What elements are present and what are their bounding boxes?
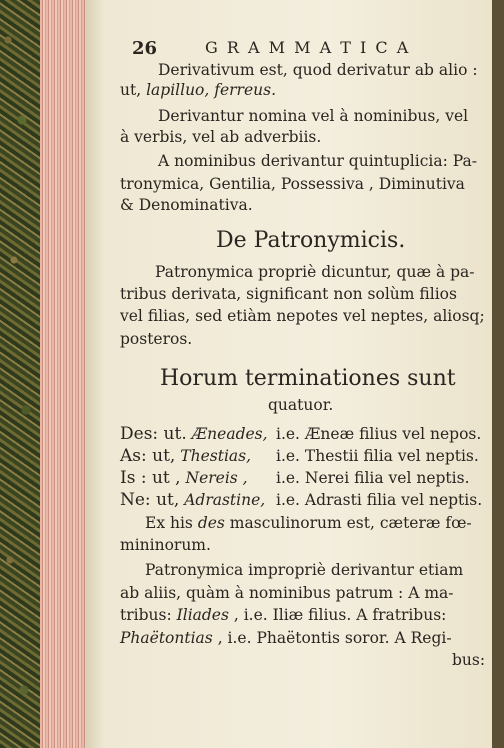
- ending-row: [120, 446, 479, 466]
- ending-term: Is : ut ,: [120, 468, 181, 488]
- ending-example: Adrastine,: [184, 491, 266, 509]
- text-line: [145, 513, 472, 533]
- running-title: G R A M M A T I C A: [205, 38, 411, 57]
- page-number: 26: [132, 38, 158, 59]
- example-word: lapilluo, ferreus.: [146, 81, 277, 99]
- text-span: Ex his: [145, 514, 198, 532]
- text-line: & Denominativa.: [120, 196, 253, 214]
- text-span: tribus:: [120, 606, 177, 624]
- text-line: Patronymica propriè dicuntur, quæ à pa-: [155, 263, 475, 281]
- ending-example: Thestias,: [180, 447, 252, 465]
- text-line: tronymica, Gentilia, Possessiva , Diminutiva: [120, 175, 465, 193]
- right-binding: [492, 0, 504, 748]
- text-line: mininorum.: [120, 536, 211, 554]
- text-line: ab aliis, quàm à nominibus patrum : A ma-: [120, 584, 454, 602]
- text-line: vel filias, sed etiàm nepotes vel neptes, aliosq;: [120, 307, 485, 325]
- text-span: , i.e. Phaëtontis soror. A Regi-: [212, 629, 452, 647]
- page-edges: [40, 0, 87, 748]
- ending-gloss: i.e. Nerei filia vel neptis.: [276, 469, 470, 487]
- example-word: Iliades: [176, 606, 229, 624]
- marbled-endpaper: [0, 0, 42, 748]
- ending-row: [120, 468, 470, 488]
- ending-term: Ne: ut,: [120, 490, 180, 510]
- text-line: à verbis, vel ab adverbiis.: [120, 128, 322, 146]
- section-subtitle: quatuor.: [268, 396, 334, 414]
- text-line: [120, 605, 446, 625]
- text-line: bus:: [452, 651, 486, 669]
- ending-term: As: ut,: [120, 446, 176, 466]
- example-word: Phaëtontias: [120, 629, 213, 647]
- text-line: [120, 628, 452, 648]
- text-line: Patronymica impropriè derivantur etiam: [145, 561, 464, 579]
- text-line: ut, lapilluo, ferreus.: [120, 81, 277, 99]
- text-line: posteros.: [120, 330, 193, 348]
- text-line: Derivativum est, quod derivatur ab alio :: [158, 61, 478, 79]
- text-line: tribus derivata, significant non solùm filios: [120, 285, 457, 303]
- text-span: , i.e. Iliæ filius. A fratribus:: [228, 606, 447, 624]
- section-title: De Patronymicis.: [216, 228, 406, 253]
- text-line: A nominibus derivantur quintuplicia: Pa-: [158, 152, 477, 170]
- text-line: Derivantur nomina vel à nominibus, vel: [158, 107, 469, 125]
- ending-gloss: i.e. Thestii filia vel neptis.: [276, 447, 479, 465]
- ending-gloss: i.e. Æneæ filius vel nepos.: [276, 425, 482, 443]
- ending-example: Æneades,: [191, 425, 268, 443]
- ending-term: Des: ut.: [120, 424, 187, 444]
- ending-row: [120, 424, 482, 444]
- ending-gloss: i.e. Adrasti filia vel neptis.: [276, 491, 483, 509]
- example-word: des: [197, 514, 225, 532]
- text-span: masculinorum est, cæteræ fœ-: [224, 514, 472, 532]
- section-title: Horum terminationes sunt: [160, 366, 456, 391]
- ending-row: [120, 490, 483, 510]
- ending-example: Nereis ,: [185, 469, 248, 487]
